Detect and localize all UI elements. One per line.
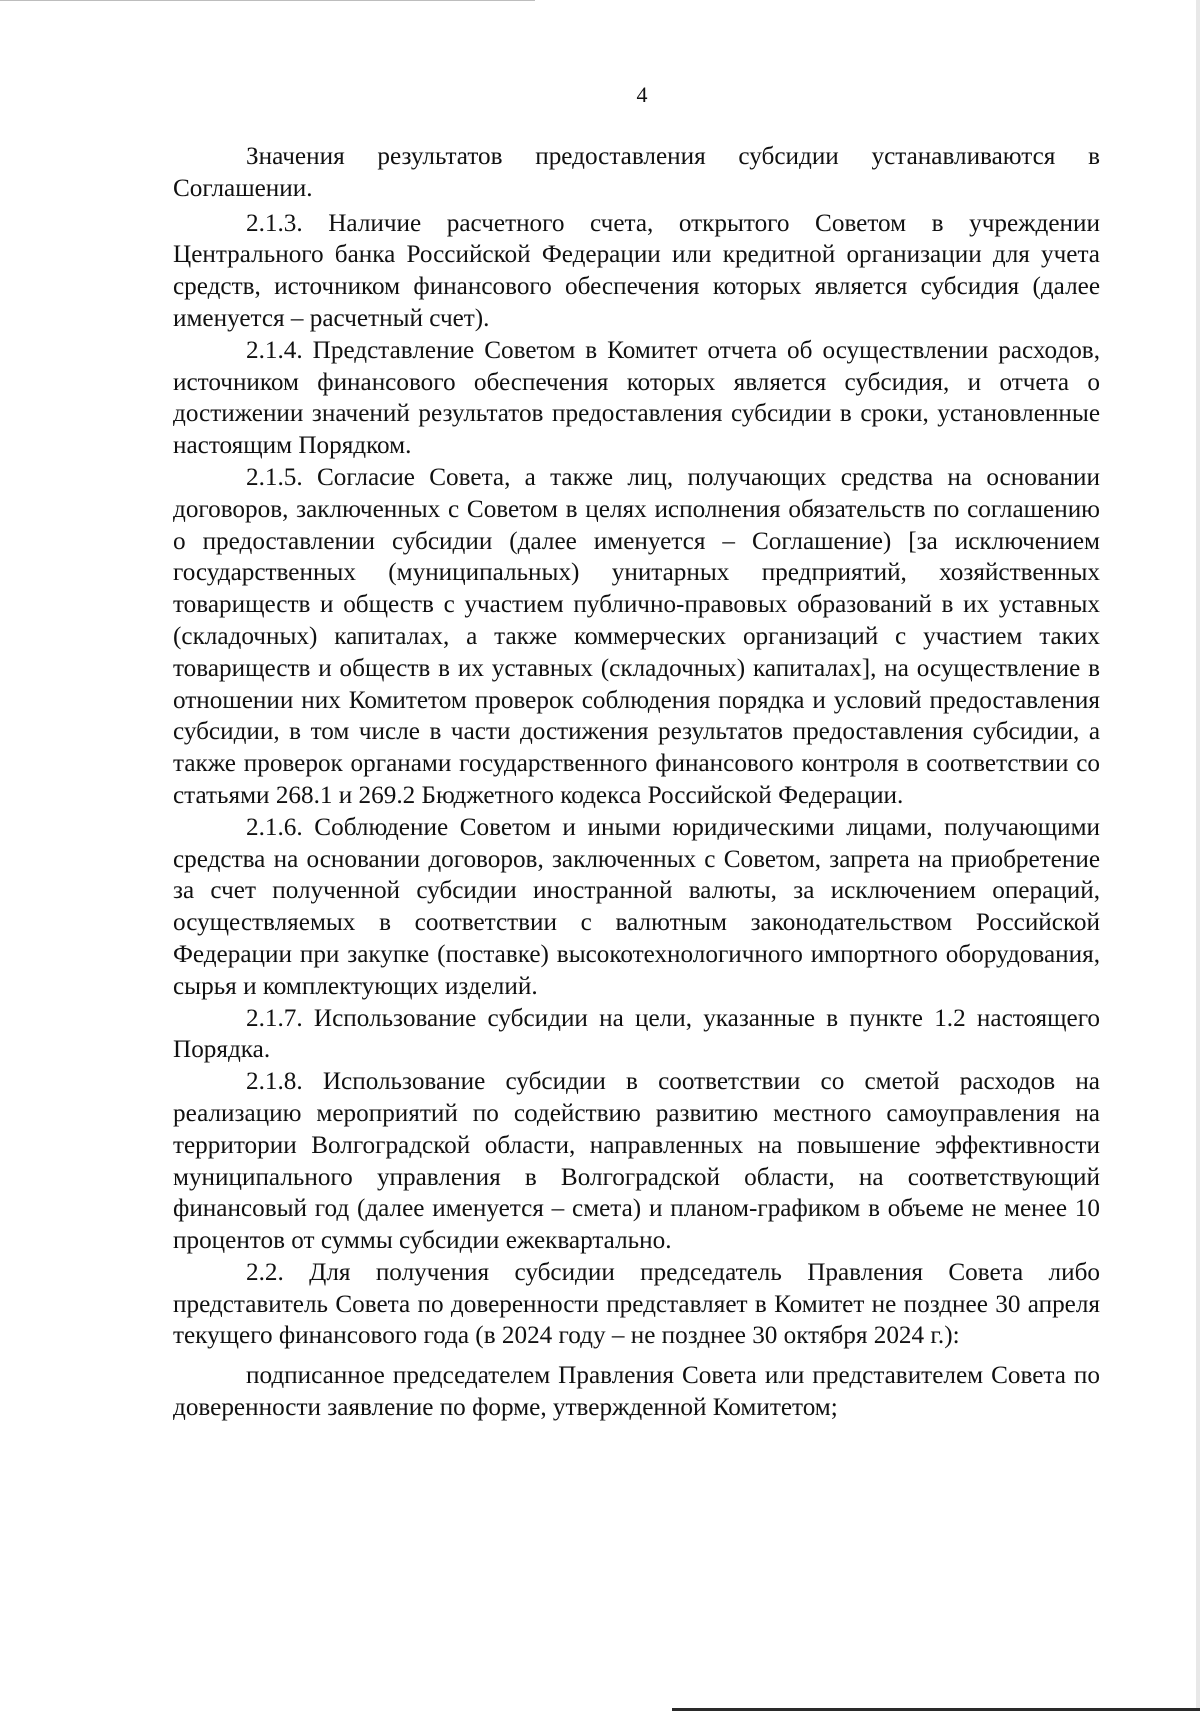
paragraph-2-1-5: 2.1.5. Согласие Совета, а также лиц, получающих средства на основании договоров, заключенных с Советом в целях исполнения обязательств по соглашению о предоставлении субсидии (далее именуется – Соглашение) [за исключением государственных (муниципальных) унитарных предприятий, хозяйственных товариществ и обществ с участием публично-правовых образований в их уставных (складочных) капиталах, а также коммерческих организаций с участием таких товариществ и обществ в их уставных (складочных) капиталах], на осуществление в отношении них Комитетом проверок соблюдения порядка и условий предоставления субсидии, в том числе в части достижения результатов предоставления субсидии, а также проверок органами государственного финансового контроля в соответствии со статьями 268.1 и 269.2 Бюджетного кодекса Российской Федерации. bbox=[173, 463, 1100, 809]
document-body bbox=[173, 141, 1100, 1424]
page-number: 4 bbox=[636, 82, 648, 107]
paragraph-2-1-8: 2.1.8. Использование субсидии в соответствии со сметой расходов на реализацию мероприятий по содействию развитию местного самоуправления на территории Волгоградской области, направленных на повышение эффективности муниципального управления в Волгоградской области, на соответствующий финансовый год (далее именуется – смета) и планом-графиком в объеме не менее 10 процентов от суммы субсидии ежеквартально. bbox=[173, 1068, 1100, 1255]
scan-edge-right bbox=[1196, 0, 1200, 1711]
paragraph-results-values: Значения результатов предоставления субсидии устанавливаются в Соглашении. bbox=[173, 143, 1100, 202]
paragraph-2-2: 2.2. Для получения субсидии председатель Правления Совета либо представитель Совета по доверенности представляет в Комитет не позднее 30 апреля текущего финансового года (в 2024 году – не позднее 30 октября 2024 г.): bbox=[173, 1258, 1100, 1350]
paragraph-2-1-7: 2.1.7. Использование субсидии на цели, указанные в пункте 1.2 настоящего Порядка. bbox=[173, 1004, 1100, 1064]
scan-edge-top bbox=[0, 0, 535, 1]
paragraph-application-item: подписанное председателем Правления Совета или представителем Совета по доверенности заявление по форме, утвержденной Комитетом; bbox=[173, 1362, 1100, 1422]
paragraph-2-1-4: 2.1.4. Представление Советом в Комитет отчета об осуществлении расходов, источником финансового обеспечения которых является субсидия, и отчета о достижении значений результатов предоставления субсидии в сроки, установленные настоящим Порядком. bbox=[173, 336, 1100, 460]
paragraph-2-1-6: 2.1.6. Соблюдение Советом и иными юридическими лицами, получающими средства на основании договоров, заключенных с Советом, запрета на приобретение за счет полученной субсидии иностранной валюты, за исключением операций, осуществляемых в соответствии с валютным законодательством Российской Федерации при закупке (поставке) высокотехнологичного импортного оборудования, сырья и комплектующих изделий. bbox=[173, 813, 1100, 1000]
paragraph-2-1-3: 2.1.3. Наличие расчетного счета, открытого Советом в учреждении Центрального банка Российской Федерации или кредитной организации для учета средств, источником финансового обеспечения которых является субсидия (далее именуется – расчетный счет). bbox=[173, 209, 1100, 332]
